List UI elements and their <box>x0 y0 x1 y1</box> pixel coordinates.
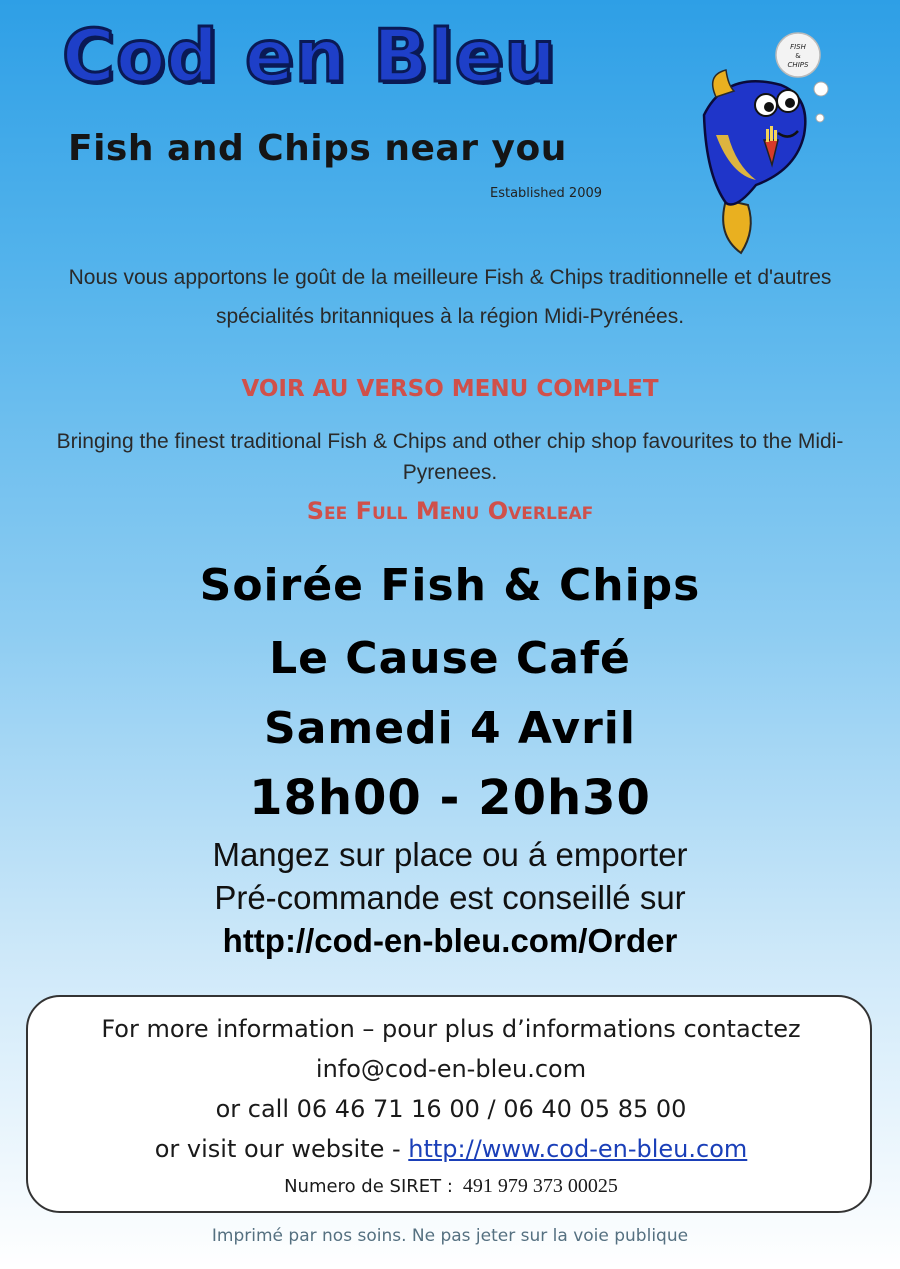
footer-note: Imprimé par nos soins. Ne pas jeter sur la voie publique <box>211 1226 689 1246</box>
contact-box <box>26 995 872 1213</box>
intro-french: Nous vous apportons le goût de la meilleure Fish & Chips traditionnelle et d'autres spécialités britanniques à la région Midi-Pyrénées. <box>68 266 832 328</box>
established-year: Established 2009 <box>490 186 603 201</box>
dine-in-takeaway: Mangez sur place ou á emporter <box>212 836 688 873</box>
brand-name: Cod en Bleu <box>62 14 557 98</box>
siret-label: Numero de SIRET : <box>284 1176 453 1197</box>
siret-number: 491 979 373 00025 <box>462 1175 618 1197</box>
website-prefix: or visit our website - <box>154 1135 409 1163</box>
contact-phone: or call 06 46 71 16 00 / 06 40 05 85 00 <box>215 1095 687 1123</box>
contact-intro: For more information – pour plus d’informations contactez <box>101 1015 801 1043</box>
event-date: Samedi 4 Avril <box>264 703 636 754</box>
event-title: Soirée Fish & Chips <box>199 560 701 611</box>
menu-overleaf-english: See Full Menu Overleaf <box>306 497 594 525</box>
intro-english: Bringing the finest traditional Fish & Chips and other chip shop favourites to the Midi-Pyrenees. <box>56 430 844 484</box>
brand-tagline: Fish and Chips near you <box>68 128 567 169</box>
siret-line <box>28 1175 874 1198</box>
svg-text:FISH: FISH <box>790 43 806 51</box>
event-venue: Le Cause Café <box>269 633 631 684</box>
website-link[interactable]: http://www.cod-en-bleu.com <box>408 1135 748 1163</box>
fish-mascot-icon <box>686 25 836 255</box>
svg-text:&: & <box>795 52 801 60</box>
preorder-advice: Pré-commande est conseillé sur <box>214 879 686 916</box>
contact-website-line <box>28 1135 874 1163</box>
contact-email[interactable]: info@cod-en-bleu.com <box>315 1055 587 1083</box>
menu-overleaf-french: VOIR AU VERSO MENU COMPLET <box>241 376 659 402</box>
order-link[interactable]: http://cod-en-bleu.com/Order <box>222 922 678 959</box>
svg-text:CHIPS: CHIPS <box>787 61 809 69</box>
event-time: 18h00 - 20h30 <box>249 770 651 826</box>
